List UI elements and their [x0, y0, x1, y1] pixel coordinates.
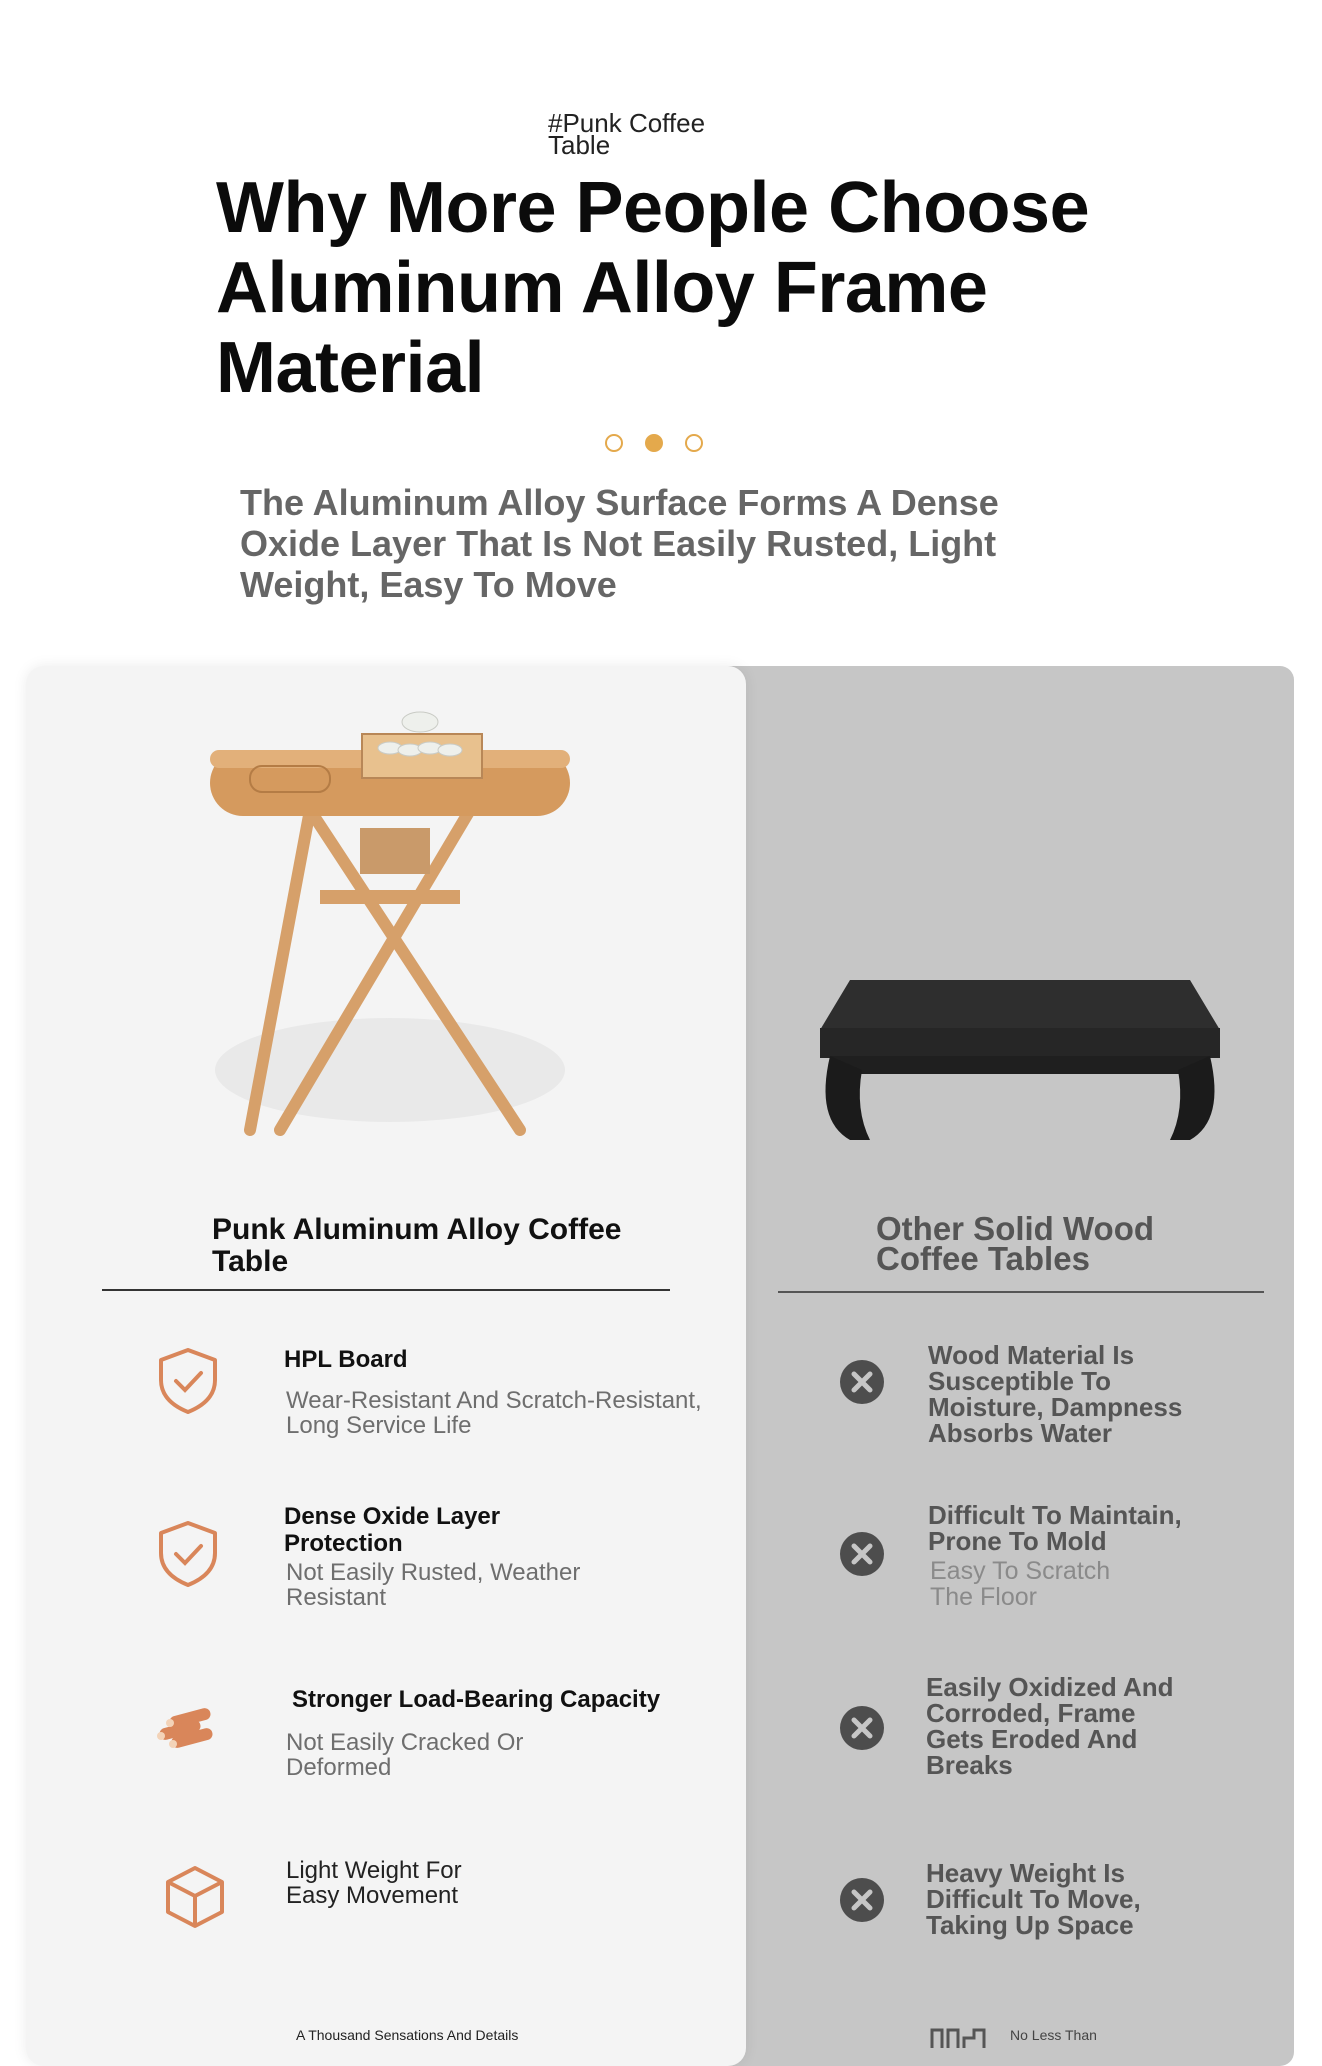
punk-column-title: Punk Aluminum Alloy Coffee Table — [212, 1213, 622, 1278]
shield-check-icon — [153, 1346, 223, 1416]
feature-desc: Light Weight For Easy Movement — [286, 1857, 462, 1909]
pipes-icon — [153, 1692, 223, 1762]
cube-icon — [160, 1862, 230, 1932]
drawback-text: Easily Oxidized And Corroded, Frame Gets Eroded And Breaks — [926, 1672, 1174, 1780]
x-circle-icon — [838, 1358, 886, 1406]
feature-desc: Not Easily Rusted, Weather Resistant — [286, 1559, 581, 1611]
drawback-text: Wood Material Is Susceptible To Moisture, Dampness Absorbs Water — [928, 1340, 1183, 1448]
other-column-title: Other Solid Wood Coffee Tables — [876, 1210, 1155, 1277]
drawback-text: Difficult To Maintain, Prone To Mold — [928, 1500, 1182, 1556]
carousel-dot-1[interactable] — [605, 434, 623, 452]
subheading: The Aluminum Alloy Surface Forms A Dense Oxide Layer That Is Not Easily Rusted, Light Weight, Easy To Move — [240, 482, 999, 605]
divider — [102, 1289, 670, 1291]
feature-desc: A Thousand Sensations And Details — [296, 2027, 519, 2043]
x-circle-icon — [838, 1530, 886, 1578]
partial-icon — [930, 2024, 1010, 2048]
shield-check-icon — [153, 1519, 223, 1589]
product-tag: #Punk Coffee Table — [548, 108, 706, 160]
drawback-text: Heavy Weight Is Difficult To Move, Taking Up Space — [926, 1858, 1141, 1940]
x-circle-icon — [838, 1876, 886, 1924]
x-circle-icon — [838, 1704, 886, 1752]
carousel-indicator — [605, 434, 703, 452]
divider — [778, 1291, 1264, 1293]
punk-coffee-table-image — [190, 700, 590, 1150]
feature-title: Stronger Load-Bearing Capacity — [292, 1686, 661, 1713]
feature-title: Dense Oxide Layer Protection — [284, 1503, 501, 1557]
carousel-dot-3[interactable] — [685, 434, 703, 452]
feature-desc: Wear-Resistant And Scratch-Resistant, Long Service Life — [286, 1387, 702, 1439]
feature-desc: Not Easily Cracked Or Deformed — [286, 1729, 524, 1781]
solid-wood-table-image — [810, 960, 1230, 1160]
feature-title: HPL Board — [284, 1346, 408, 1373]
drawback-text: No Less Than — [1010, 2027, 1097, 2043]
page-headline: Why More People Choose Aluminum Alloy Frame Material — [216, 168, 1090, 408]
drawback-sub: Easy To Scratch The Floor — [930, 1557, 1111, 1611]
carousel-dot-2[interactable] — [645, 434, 663, 452]
